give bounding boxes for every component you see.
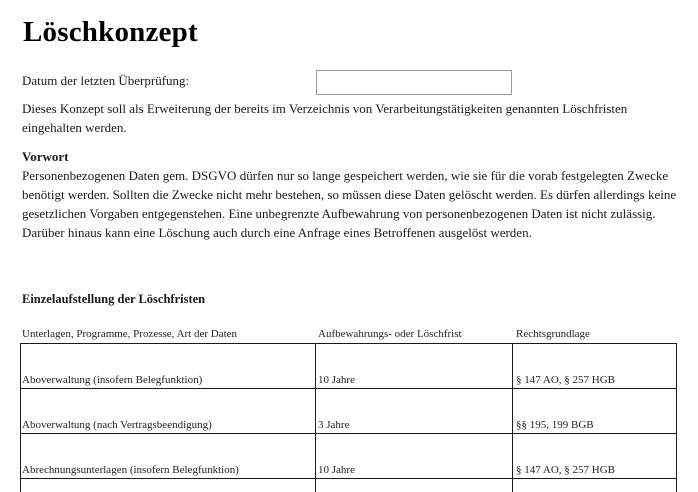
review-date-label: Datum der letzten Überprüfung:: [22, 73, 190, 88]
table-cell-document: Aboverwaltung (insofern Belegfunktion): [22, 374, 203, 386]
column-header-legal-basis: Rechtsgrundlage: [516, 328, 590, 340]
column-header-retention-period: Aufbewahrungs- oder Löschfrist: [318, 328, 462, 340]
document-title: Löschkonzept: [23, 16, 198, 48]
table-cell-legal-basis: §§ 195, 199 BGB: [516, 419, 594, 431]
table-cell-document: Abrechnungsunterlagen (insofern Belegfunktion): [22, 464, 239, 476]
table-cell-retention-period: 10 Jahre: [318, 374, 355, 386]
review-date-field[interactable]: [316, 70, 512, 95]
table-rule: [20, 343, 21, 492]
table-rule: [676, 343, 677, 492]
table-rule: [315, 343, 316, 492]
table-cell-legal-basis: § 147 AO, § 257 HGB: [516, 464, 616, 476]
table-rule: [20, 478, 677, 479]
table-heading: Einzelaufstellung der Löschfristen: [22, 292, 206, 306]
table-rule: [20, 343, 677, 344]
table-cell-legal-basis: § 147 AO, § 257 HGB: [516, 374, 616, 386]
intro-paragraph: Dieses Konzept soll als Erweiterung der bereits im Verzeichnis von Verarbeitungstätigkeiten genannten Löschfristen eingehalten werden.: [22, 101, 628, 135]
table-rule: [512, 343, 513, 492]
table-cell-document: Aboverwaltung (nach Vertragsbeendigung): [22, 419, 212, 431]
preface-heading: Vorwort: [22, 149, 69, 164]
table-cell-retention-period: 3 Jahre: [318, 419, 350, 431]
table-rule: [20, 433, 677, 434]
column-header-documents: Unterlagen, Programme, Prozesse, Art der Daten: [22, 328, 238, 340]
preface-paragraph: Personenbezogenen Daten gem. DSGVO dürfen nur so lange gespeichert werden, wie sie für die vorab festgelegten Zwecke benötigt werden. Sollten die Zwecke nicht mehr bestehen, so müssen diese Daten gelöscht werden. Es dürfen allerdings keine gesetzlichen Vorgaben entgegenstehen. Eine unbegrenzte Aufbewahrung von personenbezogenen Daten ist nicht zulässig. Darüber hinaus kann eine Löschung auch durch eine Anfrage eines Betroffenen ausgelöst werden.: [22, 168, 677, 240]
table-rule: [20, 388, 677, 389]
table-cell-retention-period: 10 Jahre: [318, 464, 355, 476]
